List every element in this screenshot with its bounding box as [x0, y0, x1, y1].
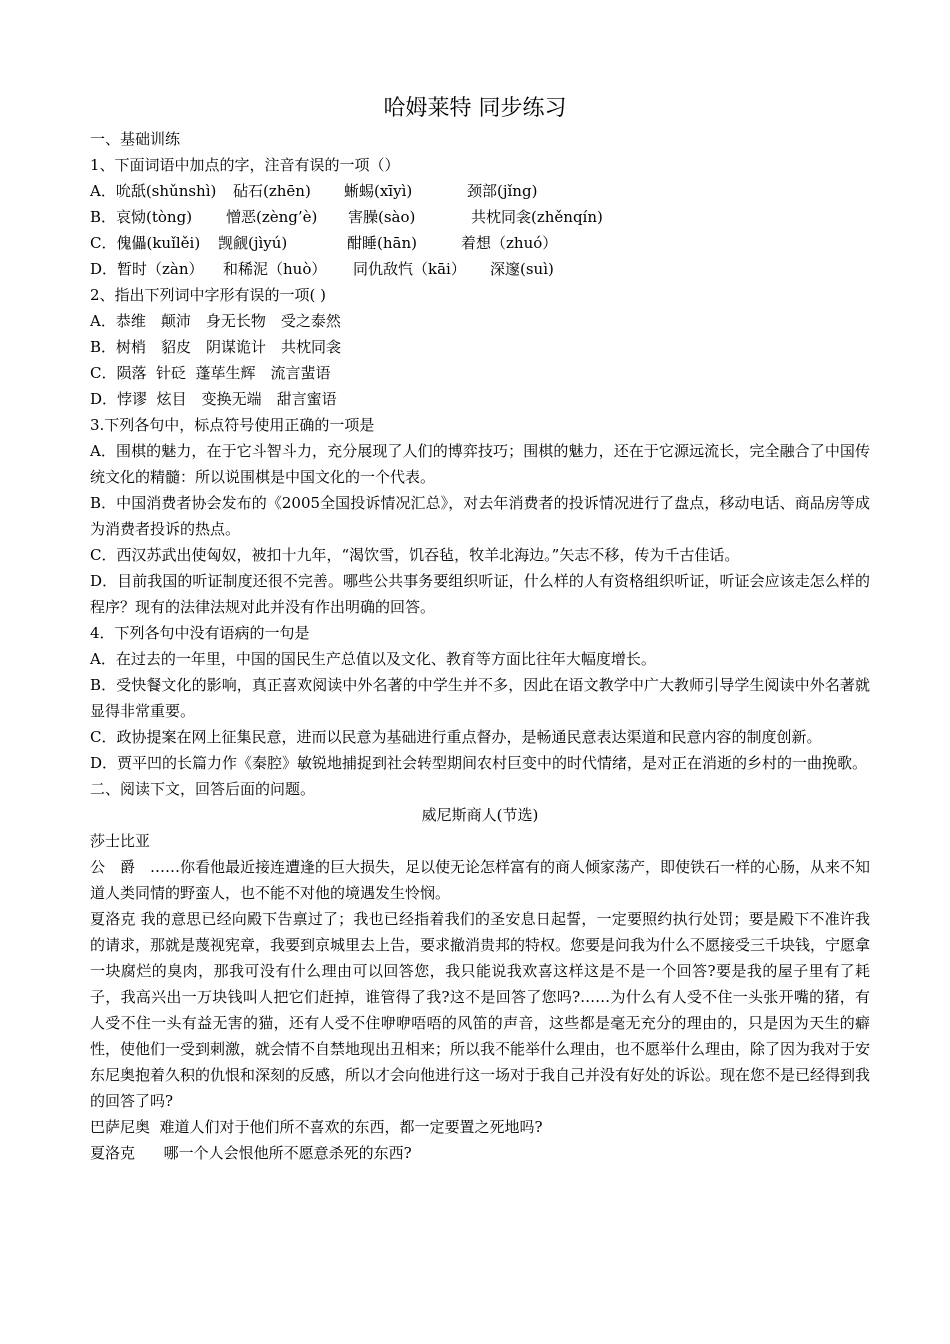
- document-title: 哈姆莱特 同步练习: [383, 96, 567, 121]
- passage-paragraph: 夏洛克 哪一个人会恨他所不愿意杀死的东西?: [90, 1144, 412, 1162]
- question-1-option-b: [90, 204, 870, 230]
- section-heading-reading: 二、阅读下文，回答后面的问题。: [90, 780, 316, 798]
- question-2-stem: 2、指出下列词中字形有误的一项( ): [90, 286, 327, 304]
- question-3-stem: 3.下列各句中，标点符号使用正确的一项是: [90, 416, 375, 434]
- option-item: 砧石(zhēn): [233, 182, 311, 200]
- passage-paragraph: 巴萨尼奥 难道人们对于他们所不喜欢的东西，都一定要置之死地吗?: [90, 1118, 543, 1136]
- option-item: C．傀儡(kuǐlěi): [90, 234, 201, 252]
- option-item: 害臊(sào): [348, 208, 416, 226]
- question-2-option-a: A．恭维 颠沛 身无长物 受之泰然: [90, 312, 341, 330]
- option-item: 共枕同衾(zhěnqín): [471, 208, 603, 226]
- question-4-option-d: D．贾平凹的长篇力作《秦腔》敏锐地捕捉到社会转型期间农村巨变中的时代情绪，是对正在消逝的乡村的一曲挽歌。: [90, 754, 868, 772]
- option-item: D．暂时（zàn）: [90, 260, 204, 278]
- option-item: B．哀恸(tòng): [90, 208, 193, 226]
- option-item: 和稀泥（huò）: [223, 260, 327, 278]
- question-2-option-c: C．陨落 针砭 蓬荜生辉 流言蜚语: [90, 364, 331, 382]
- option-item: A．吮舐(shǔnshì): [90, 182, 217, 200]
- option-item: 深邃(suì): [490, 260, 554, 278]
- question-3-option-b: B．中国消费者协会发布的《2005全国投诉情况汇总》，对去年消费者的投诉情况进行了盘点，移动电话、商品房等成为消费者投诉的热点。: [90, 494, 870, 538]
- document-body: [90, 126, 870, 1166]
- question-1-option-c: [90, 230, 870, 256]
- section-heading-basic: 一、基础训练: [90, 130, 181, 148]
- question-4-stem: 4．下列各句中没有语病的一句是: [90, 624, 310, 642]
- option-item: 着想（zhuó）: [461, 234, 558, 252]
- option-item: 蜥蜴(xīyì): [344, 182, 413, 200]
- question-4-option-b: B．受快餐文化的影响，真正喜欢阅读中外名著的中学生并不多，因此在语文教学中广大教师引导学生阅读中外名著就显得非常重要。: [90, 676, 870, 720]
- question-2-option-b: B．树梢 貂皮 阴谋诡计 共枕同衾: [90, 338, 342, 356]
- question-3-option-c: C．西汉苏武出使匈奴，被扣十九年，“渴饮雪，饥吞毡，牧羊北海边。”矢志不移，传为千古佳话。: [90, 546, 740, 564]
- passage-paragraph: 夏洛克 我的意思已经向殿下告禀过了；我也已经指着我们的圣安息日起誓，一定要照约执行处罚；要是殿下不准许我的请求，那就是蔑视宪章，我要到京城里去上告，要求撤消贵邦的特权。您要是问我为什么不愿接受三千块钱，宁愿拿一块腐烂的臭肉，那我可没有什么理由可以回答您，我只能说我欢喜这样这是不是一个回答?要是我的屋子里有了耗子，我高兴出一万块钱叫人把它们赶掉，谁管得了我?这不是回答了您吗?……为什么有人受不住一头张开嘴的猪，有人受不住一头有益无害的猫，还有人受不住咿咿唔唔的风笛的声音，这些都是毫无充分的理由的，只是因为天生的癖性，使他们一受到刺激，就会情不自禁地现出丑相来；所以我不能举什么理由，也不愿举什么理由，除了因为我对于安东尼奥抱着久积的仇恨和深刻的反感，所以才会向他进行这一场对于我自己并没有好处的诉讼。现在您不是已经得到我的回答了吗?: [90, 910, 871, 1110]
- question-1-option-d: [90, 256, 870, 282]
- option-item: 颈部(jǐng): [467, 182, 538, 200]
- question-3-option-a: A．围棋的魅力，在于它斗智斗力，充分展现了人们的博弈技巧；围棋的魅力，还在于它源远流长，完全融合了中国传统文化的精髓：所以说围棋是中国文化的一个代表。: [90, 442, 870, 486]
- question-4-option-a: A．在过去的一年里，中国的国民生产总值以及文化、教育等方面比往年大幅度增长。: [90, 650, 656, 668]
- option-item: 同仇敌忾（kāi）: [353, 260, 466, 278]
- option-item: 憎恶(zèng’è): [226, 208, 318, 226]
- question-3-option-d: D．目前我国的听证制度还很不完善。哪些公共事务要组织听证，什么样的人有资格组织听证，听证会应该走怎么样的程序？现有的法律法规对此并没有作出明确的回答。: [90, 572, 870, 616]
- question-2-option-d: D．悖谬 炫目 变换无端 甜言蜜语: [90, 390, 337, 408]
- passage-author: 莎士比亚: [90, 832, 151, 850]
- question-1-option-a: [90, 178, 870, 204]
- option-item: 酣睡(hān): [347, 234, 417, 252]
- question-4-option-c: C．政协提案在网上征集民意，进而以民意为基础进行重点督办，是畅通民意表达渠道和民意内容的制度创新。: [90, 728, 822, 746]
- passage-paragraph: 公 爵 ……你看他最近接连遭逢的巨大损失，足以使无论怎样富有的商人倾家荡产，即使铁石一样的心肠，从来不知道人类同情的野蛮人，也不能不对他的境遇发生怜悯。: [90, 858, 871, 902]
- option-item: 觊觎(jìyú): [218, 234, 288, 252]
- question-1-stem: 1、下面词语中加点的字，注音有误的一项（）: [90, 156, 400, 174]
- passage-title: 威尼斯商人(节选): [421, 806, 539, 824]
